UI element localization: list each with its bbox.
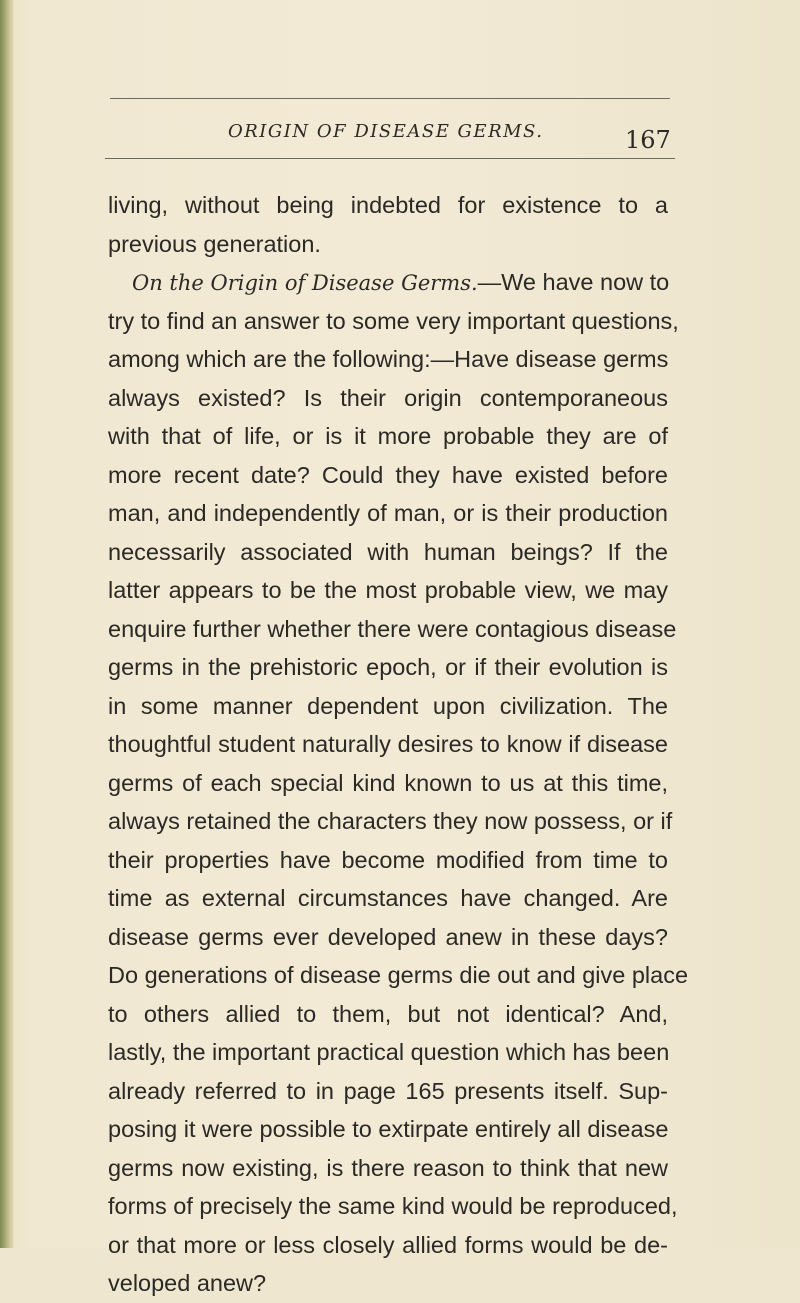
text-line: thoughtful student naturally desires to know if disease [108, 731, 668, 757]
text-line: try to find an answer to some very important questions, [108, 307, 679, 334]
text-line: living, without being indebted for existence to a [108, 192, 668, 218]
text-line: germs of each special kind known to us at this time, [108, 769, 668, 796]
text-line: veloped anew? [108, 1270, 267, 1296]
text-line-rest: —We have now to [477, 269, 670, 295]
text-line: or that more or less closely allied forms would be de- [108, 1231, 668, 1258]
body-text [108, 186, 689, 1303]
text-line: always existed? Is their origin contemporaneous [108, 384, 668, 411]
page-number: 167 [625, 126, 671, 154]
header-rule-bottom [105, 158, 675, 159]
text-line: disease germs ever developed anew in these days? [108, 923, 668, 950]
text-line: forms of precisely the same kind would be reproduced, [108, 1193, 678, 1219]
text-line: posing it were possible to extirpate entirely all disease [108, 1116, 669, 1142]
text-line: lastly, the important practical question which has been [108, 1039, 670, 1065]
text-line: in some manner dependent upon civilization. The [108, 692, 668, 719]
page-binding-edge [0, 0, 14, 1248]
text-line: time as external circumstances have changed. Are [108, 885, 668, 911]
text-line: enquire further whether there were contagious disease [108, 615, 677, 642]
text-line: with that of life, or is it more probable they are of [108, 423, 668, 449]
text-line: necessarily associated with human beings? If the [108, 538, 668, 565]
text-line: always retained the characters they now possess, or if [108, 808, 673, 834]
text-line: their properties have become modified from time to [108, 846, 668, 873]
text-line: among which are the following:—Have disease germs [108, 346, 669, 372]
running-head: ORIGIN OF DISEASE GERMS. [228, 121, 544, 142]
text-line: germs now existing, is there reason to think that new [108, 1154, 668, 1181]
section-heading-line [108, 263, 668, 302]
text-line: germs in the prehistoric epoch, or if their evolution is [108, 654, 668, 680]
header-rule-top [110, 98, 670, 99]
text-line: man, and independently of man, or is their production [108, 500, 668, 526]
text-line: to others allied to them, but not identical? And, [108, 1000, 668, 1027]
text-line: more recent date? Could they have existed before [108, 461, 668, 488]
text-line: latter appears to be the most probable view, we may [108, 577, 668, 603]
section-heading: On the Origin of Disease Germs. [132, 271, 478, 295]
text-line: previous generation. [108, 230, 321, 257]
text-line: already referred to in page 165 presents itself. Sup- [108, 1077, 668, 1104]
text-line: Do generations of disease germs die out and give place [108, 962, 689, 988]
